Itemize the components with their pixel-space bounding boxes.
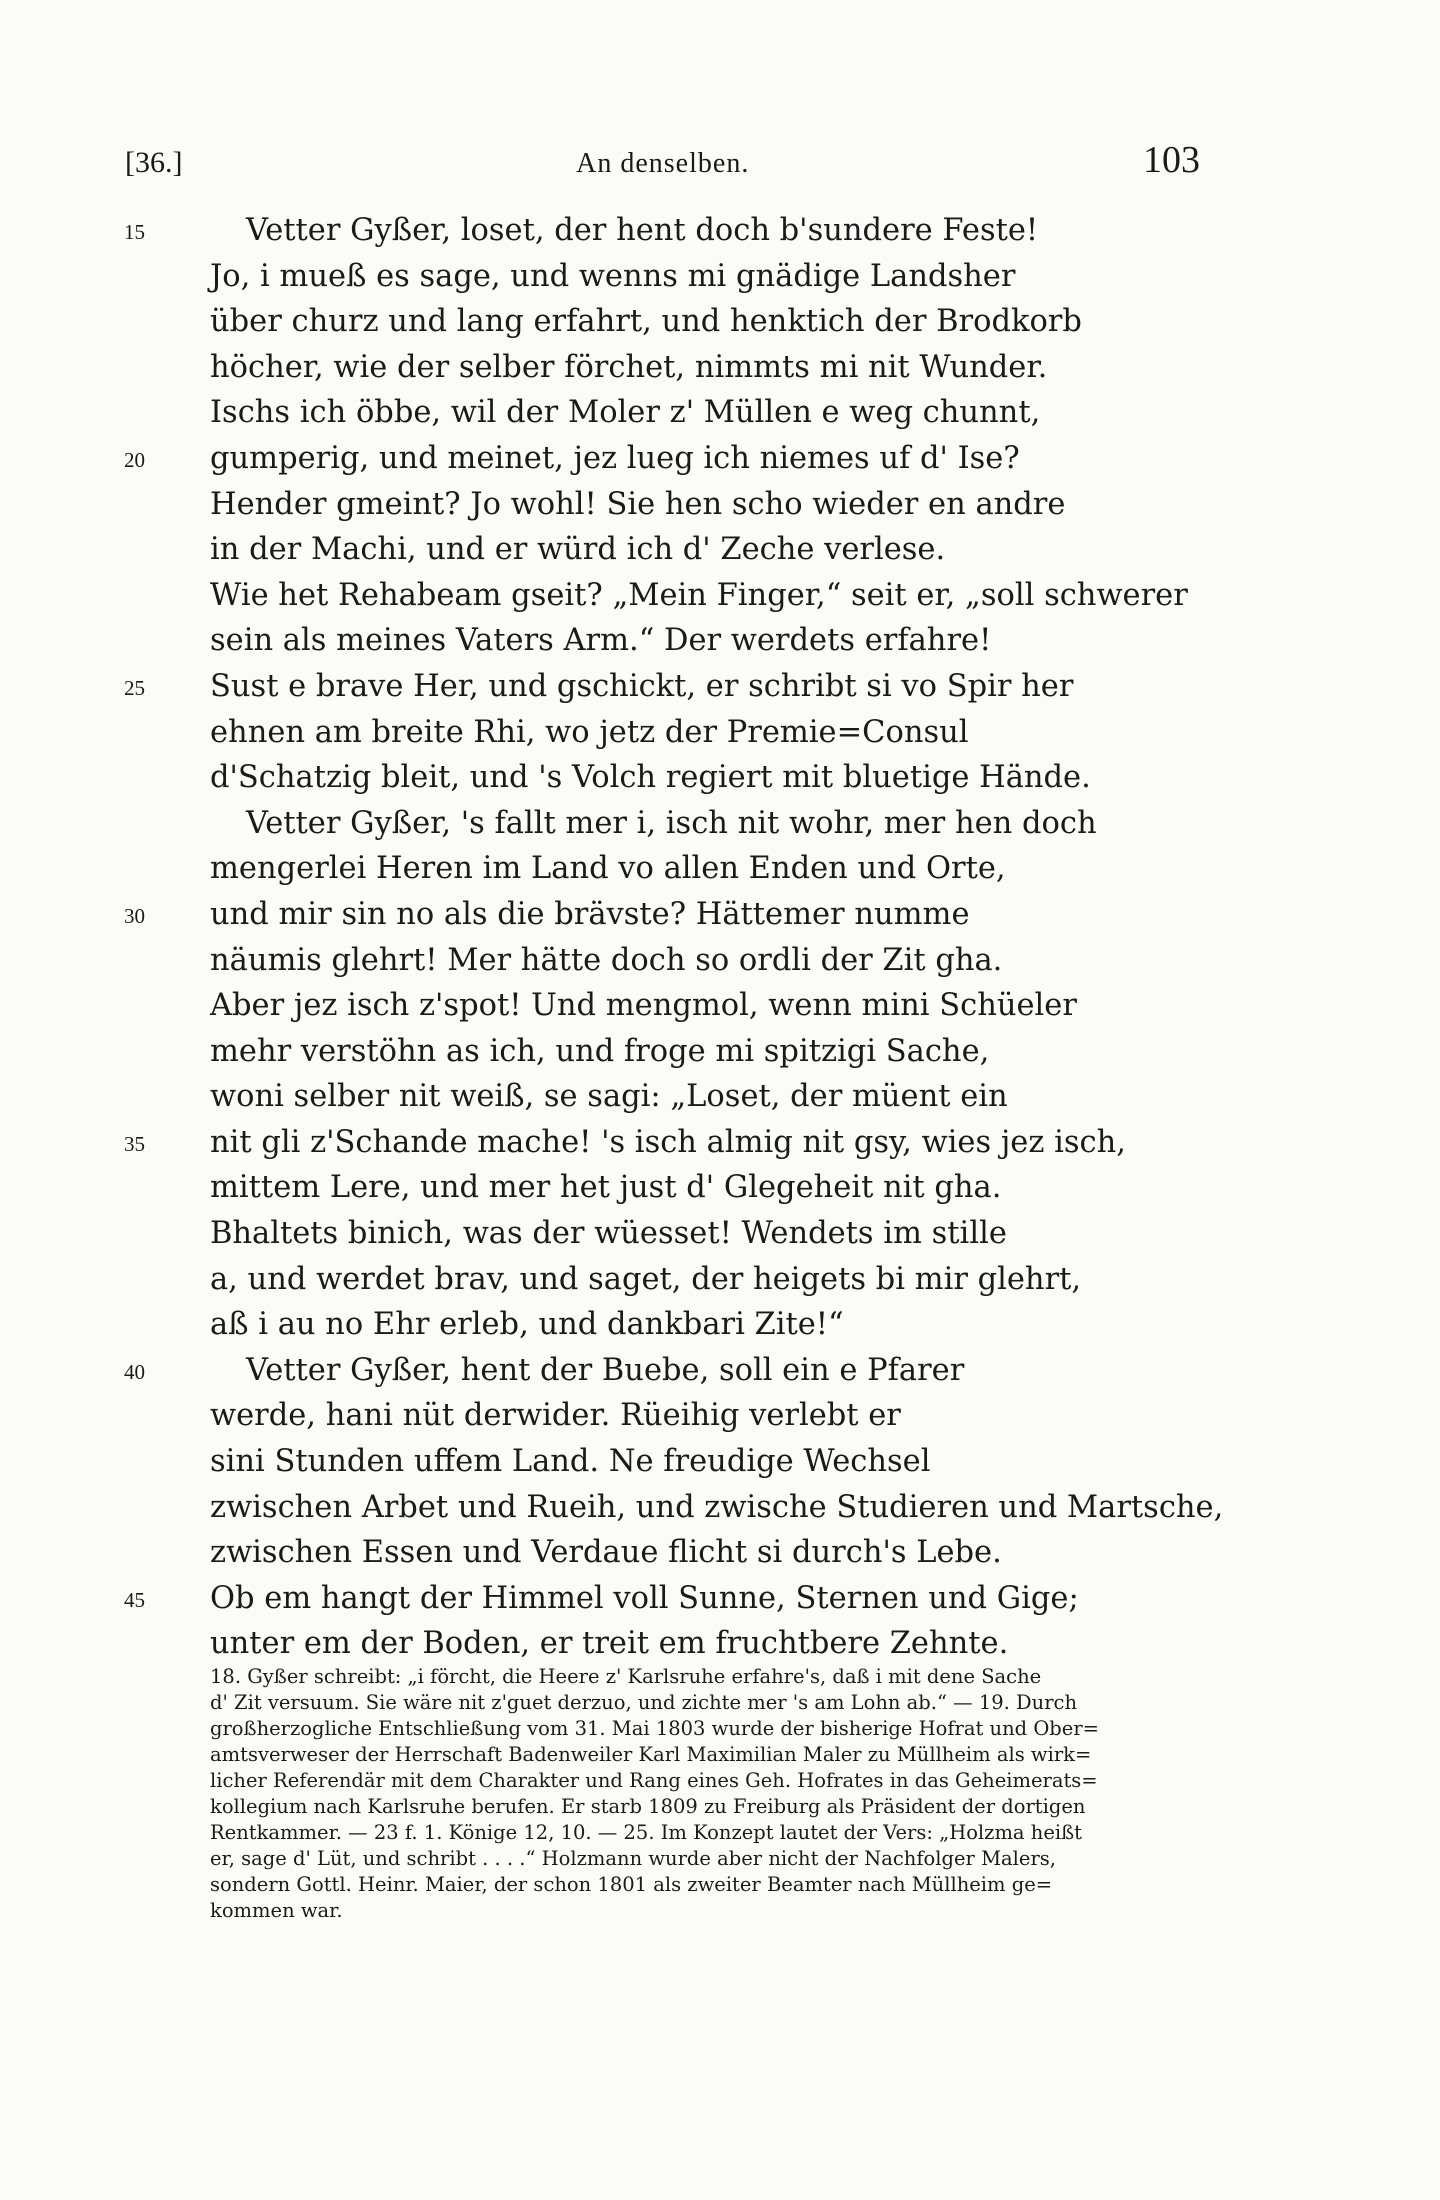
footnote-line: großherzogliche Entschließung vom 31. Mai 1803 wurde der bisherige Hofrat und Ober=	[210, 1717, 1099, 1740]
verse-line	[0, 1302, 1440, 1348]
verse-text: gumperig, und meinet, jez lueg ich niemes uf d' Ise?	[210, 440, 1020, 476]
running-title: An denselben.	[576, 148, 750, 179]
footnote-line: er, sage d' Lüt, und schribt . . . .“ Holzmann wurde aber nicht der Nachfolger Malers,	[210, 1847, 1056, 1870]
verse-line	[0, 892, 1440, 938]
verse-line	[0, 1621, 1440, 1667]
verse-text: zwischen Essen und Verdaue flicht si durch's Lebe.	[210, 1535, 1002, 1571]
verse-line	[0, 1485, 1440, 1531]
verse-line	[0, 254, 1440, 300]
verse-text: nit gli z'Schande mache! 's isch almig nit gsy, wies jez isch,	[210, 1124, 1126, 1160]
verse-text: sini Stunden uffem Land. Ne freudige Wechsel	[210, 1444, 931, 1480]
verse-text: mittem Lere, und mer het just d' Glegeheit nit gha.	[210, 1170, 1002, 1206]
verse-line	[0, 527, 1440, 573]
verse-text: Wie het Rehabeam gseit? „Mein Finger,“ seit er, „soll schwerer	[210, 577, 1188, 613]
verse-text: woni selber nit weiß, se sagi: „Loset, der müent ein	[210, 1079, 1008, 1115]
verse-line	[0, 1165, 1440, 1211]
verse-text: a, und werdet brav, und saget, der heigets bi mir glehrt,	[210, 1261, 1082, 1297]
running-header	[125, 138, 1200, 188]
verse-line	[0, 573, 1440, 619]
line-number: 45	[124, 1587, 145, 1612]
verse-text: mengerlei Heren im Land vo allen Enden und Orte,	[210, 851, 1006, 887]
verse-line	[0, 618, 1440, 664]
verse-line	[0, 1074, 1440, 1120]
verse-line	[0, 208, 1440, 254]
verse-text: Vetter Gyßer, hent der Buebe, soll ein e Pfarer	[246, 1352, 965, 1388]
verse-line	[0, 1029, 1440, 1075]
verse-text: d'Schatzig bleit, und 's Volch regiert mit bluetige Hände.	[210, 760, 1091, 796]
verse-body	[0, 208, 1440, 1667]
verse-text: unter em der Boden, er treit em fruchtbere Zehnte.	[210, 1626, 1009, 1662]
verse-line	[0, 436, 1440, 482]
footnote-line: kollegium nach Karlsruhe berufen. Er starb 1809 zu Freiburg als Präsident der dortigen	[210, 1795, 1086, 1818]
verse-text: Bhaltets binich, was der wüesset! Wendets im stille	[210, 1216, 1007, 1252]
verse-line	[0, 755, 1440, 801]
verse-text: Sust e brave Her, und gschickt, er schribt si vo Spir her	[210, 668, 1074, 704]
footnote-line: sondern Gottl. Heinr. Maier, der schon 1801 als zweiter Beamter nach Müllheim ge=	[210, 1873, 1053, 1896]
verse-line	[0, 1439, 1440, 1485]
footnote-block	[210, 1664, 1195, 1924]
verse-line	[0, 1530, 1440, 1576]
verse-line	[0, 664, 1440, 710]
footnote-line: Rentkammer. — 23 f. 1. Könige 12, 10. — 25. Im Konzept lautet der Vers: „Holzma heißt	[210, 1821, 1082, 1844]
verse-text: in der Machi, und er würd ich d' Zeche verlese.	[210, 532, 946, 568]
verse-text: Hender gmeint? Jo wohl! Sie hen scho wieder en andre	[210, 486, 1066, 522]
verse-line	[0, 846, 1440, 892]
verse-text: und mir sin no als die brävste? Hättemer numme	[210, 896, 970, 932]
verse-line	[0, 710, 1440, 756]
verse-text: werde, hani nüt derwider. Rüeihig verlebt er	[210, 1398, 901, 1434]
footnote-line: amtsverweser der Herrschaft Badenweiler Karl Maximilian Maler zu Müllheim als wirk=	[210, 1743, 1092, 1766]
footnote-line: 18. Gyßer schreibt: „i förcht, die Heere z' Karlsruhe erfahre's, daß i mit dene Sache	[210, 1665, 1042, 1688]
verse-line	[0, 1257, 1440, 1303]
verse-line	[0, 390, 1440, 436]
verse-text: zwischen Arbet und Rueih, und zwische Studieren und Martsche,	[210, 1489, 1224, 1525]
verse-line	[0, 1393, 1440, 1439]
verse-text: aß i au no Ehr erleb, und dankbari Zite!“	[210, 1307, 844, 1343]
verse-line	[0, 345, 1440, 391]
line-number: 20	[124, 447, 145, 472]
line-number: 35	[124, 1131, 145, 1156]
footnote-line: licher Referendär mit dem Charakter und Rang eines Geh. Hofrates in das Geheimerats=	[210, 1769, 1098, 1792]
verse-text: ehnen am breite Rhi, wo jetz der Premie=Consul	[210, 714, 969, 750]
verse-line	[0, 1120, 1440, 1166]
line-number: 30	[124, 903, 145, 928]
verse-line	[0, 983, 1440, 1029]
verse-text: über churz und lang erfahrt, und henktich der Brodkorb	[210, 304, 1082, 340]
verse-line	[0, 938, 1440, 984]
footnote-line: kommen war.	[210, 1899, 343, 1922]
section-number: [36.]	[125, 146, 183, 179]
verse-line	[0, 482, 1440, 528]
page-number: 103	[1142, 139, 1200, 181]
verse-line	[0, 299, 1440, 345]
verse-text: Ischs ich öbbe, wil der Moler z' Müllen e weg chunnt,	[210, 395, 1041, 431]
verse-line	[0, 801, 1440, 847]
verse-text: höcher, wie der selber förchet, nimmts mi nit Wunder.	[210, 349, 1048, 385]
verse-line	[0, 1211, 1440, 1257]
line-number: 15	[124, 220, 145, 244]
verse-text: sein als meines Vaters Arm.“ Der werdets erfahre!	[210, 623, 992, 659]
verse-text: mehr verstöhn as ich, und froge mi spitzigi Sache,	[210, 1033, 990, 1069]
line-number: 25	[124, 675, 145, 700]
verse-line	[0, 1348, 1440, 1394]
verse-text: Aber jez isch z'spot! Und mengmol, wenn mini Schüeler	[210, 988, 1077, 1024]
line-number: 40	[124, 1359, 145, 1384]
verse-text: Vetter Gyßer, loset, der hent doch b'sundere Feste!	[246, 213, 1039, 248]
verse-line	[0, 1576, 1440, 1622]
verse-text: Ob em hangt der Himmel voll Sunne, Sternen und Gige;	[210, 1580, 1079, 1616]
verse-text: Jo, i mueß es sage, und wenns mi gnädige Landsher	[210, 258, 1016, 294]
verse-text: näumis glehrt! Mer hätte doch so ordli der Zit gha.	[210, 942, 1003, 978]
footnote-line: d' Zit versuum. Sie wäre nit z'guet derzuo, und zichte mer 's am Lohn ab.“ — 19. Durch	[210, 1691, 1078, 1714]
verse-text: Vetter Gyßer, 's fallt mer i, isch nit wohr, mer hen doch	[246, 805, 1097, 841]
